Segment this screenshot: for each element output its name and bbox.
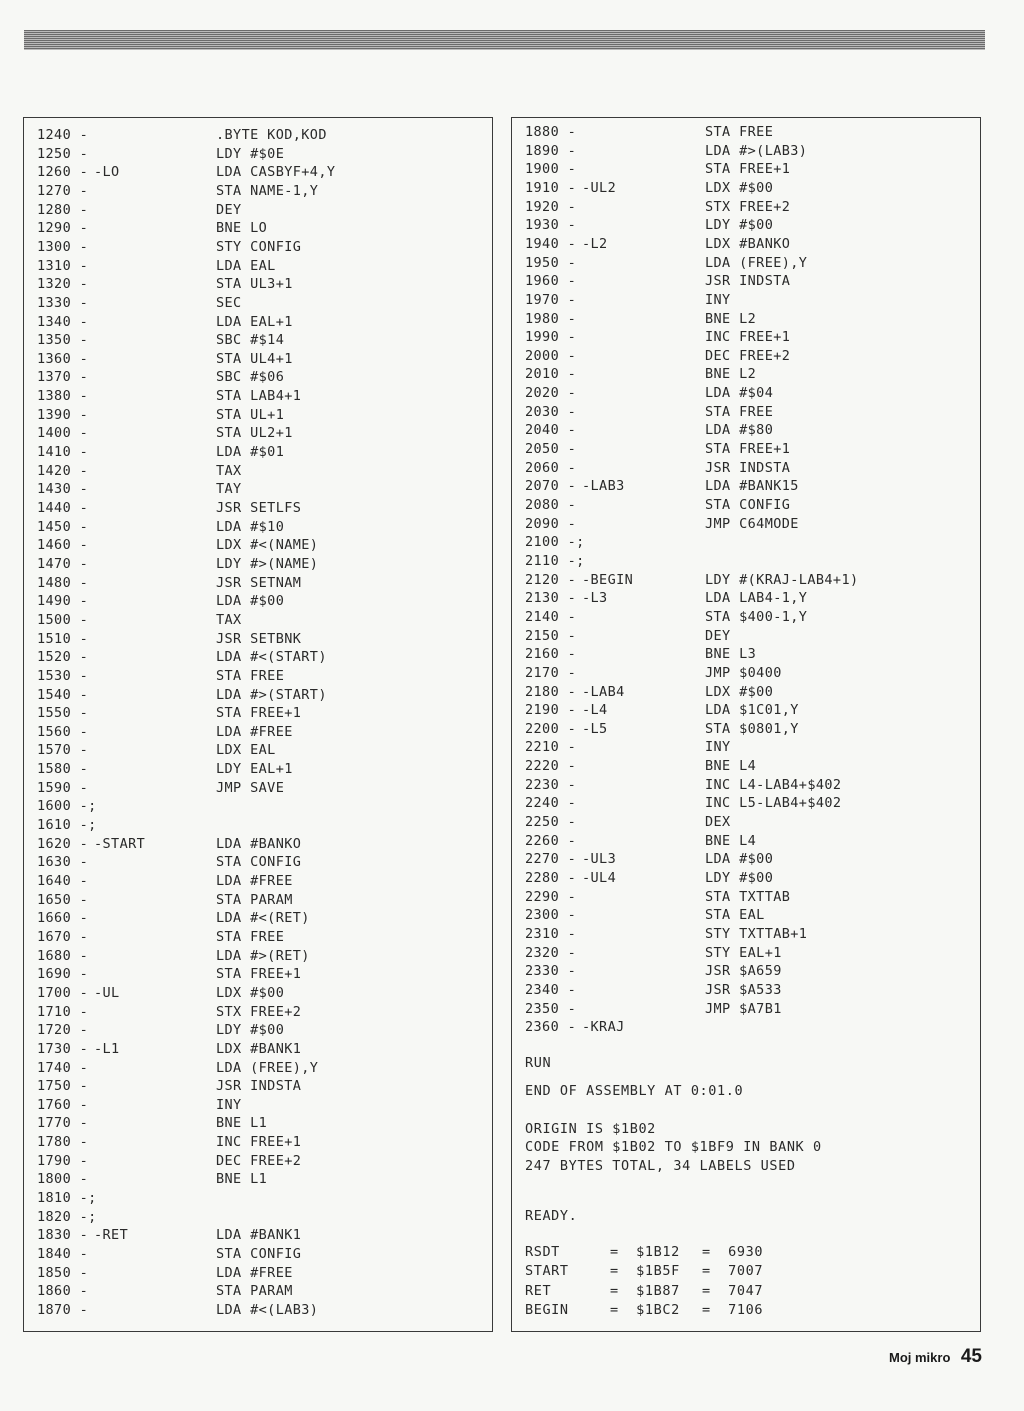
line-instruction: STA $0801,Y bbox=[705, 720, 799, 737]
symbol-hex: = $1B5F bbox=[610, 1263, 680, 1280]
line-number: 2160 - bbox=[525, 646, 577, 663]
line-instruction: STA UL3+1 bbox=[216, 276, 293, 293]
line-number: 2000 - bbox=[525, 347, 577, 364]
listing-left-column bbox=[23, 117, 493, 1332]
line-number: 1250 - bbox=[37, 145, 89, 162]
line-number: 1900 - bbox=[525, 161, 577, 178]
symbol-name: RET bbox=[525, 1282, 552, 1299]
line-number: 2130 - bbox=[525, 590, 577, 607]
line-label: -RET bbox=[94, 1227, 129, 1244]
line-number: 2120 - bbox=[525, 571, 577, 588]
line-number: 1520 - bbox=[37, 649, 89, 666]
symbol-decimal: = 6930 bbox=[702, 1244, 764, 1260]
line-number: 2230 - bbox=[525, 776, 577, 793]
line-number: 2250 - bbox=[525, 814, 577, 831]
line-instruction: JSR $A533 bbox=[705, 981, 782, 998]
symbol-name: RSDT bbox=[525, 1244, 560, 1260]
line-instruction: LDX #$00 bbox=[216, 984, 285, 1001]
line-instruction: JSR SETBNK bbox=[216, 630, 302, 647]
line-number: 1930 - bbox=[525, 217, 577, 234]
line-number: 1750 - bbox=[37, 1078, 89, 1095]
symbol-decimal: = 7047 bbox=[702, 1282, 764, 1299]
line-number: 1310 - bbox=[37, 257, 89, 274]
line-number: 1410 - bbox=[37, 444, 89, 461]
line-instruction: BNE L1 bbox=[216, 1115, 268, 1132]
line-instruction: BNE L2 bbox=[705, 366, 757, 383]
line-number: 1240 - bbox=[37, 127, 89, 143]
line-number: 1460 - bbox=[37, 537, 89, 554]
output-totals: 247 BYTES TOTAL, 34 LABELS USED bbox=[525, 1158, 796, 1174]
line-label: -L2 bbox=[582, 235, 608, 252]
line-instruction: SBC #$14 bbox=[216, 332, 285, 349]
line-label: -LO bbox=[94, 164, 120, 181]
line-number: 2150 - bbox=[525, 627, 577, 644]
line-number: 2200 - bbox=[525, 720, 577, 737]
line-label: -BEGIN bbox=[582, 571, 634, 588]
line-instruction: STA FREE+1 bbox=[705, 161, 791, 178]
line-number: 1740 - bbox=[37, 1059, 89, 1076]
line-number: 1980 - bbox=[525, 310, 577, 327]
line-number: 1680 - bbox=[37, 947, 89, 964]
symbol-hex: = $1BC2 bbox=[610, 1301, 680, 1318]
line-instruction: BNE L3 bbox=[705, 646, 757, 663]
line-instruction: LDA $1C01,Y bbox=[705, 702, 799, 719]
line-instruction: LDY #(KRAJ-LAB4+1) bbox=[705, 571, 859, 588]
line-number: 1860 - bbox=[37, 1283, 89, 1300]
line-number: 1810 -; bbox=[37, 1190, 97, 1207]
line-label: -START bbox=[94, 835, 146, 852]
line-instruction: INC L5-LAB4+$402 bbox=[705, 795, 842, 812]
line-number: 1390 - bbox=[37, 406, 89, 423]
line-label: -LAB3 bbox=[582, 478, 625, 495]
symbol-hex: = $1B87 bbox=[610, 1282, 680, 1299]
line-number: 2030 - bbox=[525, 403, 577, 420]
line-instruction: JMP $0400 bbox=[705, 664, 782, 681]
line-instruction: INC FREE+1 bbox=[705, 329, 791, 346]
line-instruction: JSR INDSTA bbox=[216, 1078, 302, 1095]
line-instruction: JSR SETNAM bbox=[216, 574, 302, 591]
line-number: 2310 - bbox=[525, 925, 577, 942]
line-instruction: STY EAL+1 bbox=[705, 944, 782, 961]
line-instruction: STA LAB4+1 bbox=[216, 388, 302, 405]
line-instruction: SBC #$06 bbox=[216, 369, 285, 386]
line-number: 1880 - bbox=[525, 124, 577, 140]
line-instruction: INY bbox=[216, 1096, 242, 1113]
line-instruction: STA $400-1,Y bbox=[705, 608, 808, 625]
line-instruction: JSR INDSTA bbox=[705, 459, 791, 476]
line-number: 2210 - bbox=[525, 739, 577, 756]
line-instruction: LDY EAL+1 bbox=[216, 761, 293, 778]
line-number: 2240 - bbox=[525, 795, 577, 812]
output-run: RUN bbox=[525, 1055, 552, 1071]
line-number: 1950 - bbox=[525, 254, 577, 271]
line-number: 1730 - bbox=[37, 1040, 89, 1057]
line-instruction: LDA #BANK15 bbox=[705, 478, 799, 495]
line-number: 1330 - bbox=[37, 294, 89, 311]
line-number: 2170 - bbox=[525, 664, 577, 681]
line-number: 2360 - bbox=[525, 1019, 577, 1036]
page-footer bbox=[889, 1344, 982, 1370]
line-number: 1350 - bbox=[37, 332, 89, 349]
line-number: 1570 - bbox=[37, 742, 89, 759]
line-instruction: LDA #$04 bbox=[705, 385, 774, 402]
line-instruction: STY CONFIG bbox=[216, 238, 302, 255]
line-instruction: LDA EAL+1 bbox=[216, 313, 293, 330]
line-instruction: STA TXTTAB bbox=[705, 888, 791, 905]
line-instruction: STA PARAM bbox=[216, 1283, 293, 1300]
line-instruction: INC L4-LAB4+$402 bbox=[705, 776, 842, 793]
line-number: 2070 - bbox=[525, 478, 577, 495]
line-number: 1610 -; bbox=[37, 817, 97, 834]
line-number: 1490 - bbox=[37, 593, 89, 610]
line-instruction: DEY bbox=[705, 627, 731, 644]
line-number: 1280 - bbox=[37, 201, 89, 218]
line-instruction: LDA #BANK1 bbox=[216, 1227, 302, 1244]
listing-right-column bbox=[511, 117, 981, 1332]
line-label: -UL2 bbox=[582, 179, 617, 196]
line-number: 2140 - bbox=[525, 608, 577, 625]
line-instruction: LDY #$00 bbox=[705, 870, 774, 886]
line-number: 1360 - bbox=[37, 350, 89, 367]
line-number: 1470 - bbox=[37, 555, 89, 572]
line-instruction: STA PARAM bbox=[216, 891, 293, 908]
line-number: 1710 - bbox=[37, 1003, 89, 1020]
line-number: 1650 - bbox=[37, 891, 89, 908]
line-label: -KRAJ bbox=[582, 1019, 625, 1036]
line-number: 2300 - bbox=[525, 907, 577, 924]
line-number: 2270 - bbox=[525, 851, 577, 868]
line-instruction: LDY #>(NAME) bbox=[216, 555, 319, 572]
line-number: 1920 - bbox=[525, 198, 577, 215]
line-instruction: LDA #BANKO bbox=[216, 835, 302, 852]
line-number: 2080 - bbox=[525, 497, 577, 513]
line-number: 1260 - bbox=[37, 164, 89, 181]
line-number: 1510 - bbox=[37, 630, 89, 647]
line-number: 1770 - bbox=[37, 1115, 89, 1132]
line-instruction: LDA #>(LAB3) bbox=[705, 142, 808, 159]
line-number: 1580 - bbox=[37, 761, 89, 778]
line-instruction: LDA #<(RET) bbox=[216, 910, 310, 927]
line-instruction: LDX #$00 bbox=[705, 683, 774, 700]
line-number: 2280 - bbox=[525, 870, 577, 886]
line-instruction: LDA #<(LAB3) bbox=[216, 1301, 319, 1318]
line-instruction: STA FREE bbox=[216, 928, 285, 945]
line-number: 1300 - bbox=[37, 238, 89, 255]
line-number: 1480 - bbox=[37, 574, 89, 591]
line-number: 1320 - bbox=[37, 276, 89, 293]
symbol-name: BEGIN bbox=[525, 1301, 569, 1318]
line-instruction: LDY #$0E bbox=[216, 145, 285, 162]
line-number: 1290 - bbox=[37, 220, 89, 237]
line-number: 1630 - bbox=[37, 854, 89, 871]
line-number: 1340 - bbox=[37, 313, 89, 330]
output-end-of-assembly: END OF ASSEMBLY AT 0:01.0 bbox=[525, 1083, 744, 1099]
line-instruction: INY bbox=[705, 291, 731, 308]
line-number: 2090 - bbox=[525, 515, 577, 532]
line-number: 2040 - bbox=[525, 422, 577, 439]
line-instruction: STY TXTTAB+1 bbox=[705, 925, 808, 942]
line-number: 2190 - bbox=[525, 702, 577, 719]
line-instruction: STA UL+1 bbox=[216, 406, 285, 423]
line-instruction: LDA #$00 bbox=[705, 851, 774, 868]
line-instruction: STA NAME-1,Y bbox=[216, 182, 319, 199]
line-number: 2340 - bbox=[525, 981, 577, 998]
line-number: 2010 - bbox=[525, 366, 577, 383]
line-instruction: LDY #$00 bbox=[216, 1022, 285, 1039]
line-instruction: BNE L4 bbox=[705, 758, 757, 775]
line-number: 2180 - bbox=[525, 683, 577, 700]
line-number: 2330 - bbox=[525, 963, 577, 980]
line-label: -UL4 bbox=[582, 870, 617, 886]
line-instruction: JSR INDSTA bbox=[705, 273, 791, 290]
line-number: 1960 - bbox=[525, 273, 577, 290]
line-instruction: JSR SETLFS bbox=[216, 500, 302, 516]
header-rule bbox=[24, 30, 985, 50]
line-instruction: TAX bbox=[216, 611, 242, 628]
line-number: 2020 - bbox=[525, 385, 577, 402]
line-instruction: DEX bbox=[705, 814, 731, 831]
line-number: 1450 - bbox=[37, 518, 89, 535]
line-instruction: DEY bbox=[216, 201, 242, 218]
line-number: 1370 - bbox=[37, 369, 89, 386]
line-number: 2290 - bbox=[525, 888, 577, 905]
line-instruction: LDA EAL bbox=[216, 257, 276, 274]
line-instruction: LDX #$00 bbox=[705, 179, 774, 196]
line-number: 1640 - bbox=[37, 873, 89, 889]
line-number: 1380 - bbox=[37, 388, 89, 405]
line-instruction: LDA CASBYF+4,Y bbox=[216, 164, 336, 181]
line-instruction: STA FREE bbox=[705, 124, 774, 140]
line-number: 2060 - bbox=[525, 459, 577, 476]
line-number: 1840 - bbox=[37, 1246, 89, 1262]
line-instruction: LDY #$00 bbox=[705, 217, 774, 234]
line-number: 1780 - bbox=[37, 1134, 89, 1151]
output-code-range: CODE FROM $1B02 TO $1BF9 IN BANK 0 bbox=[525, 1139, 822, 1155]
line-number: 1590 - bbox=[37, 779, 89, 796]
line-instruction: DEC FREE+2 bbox=[216, 1152, 302, 1169]
line-number: 2320 - bbox=[525, 944, 577, 961]
line-number: 1400 - bbox=[37, 425, 89, 442]
page-number: 45 bbox=[960, 1346, 982, 1367]
line-instruction: BNE L4 bbox=[705, 832, 757, 849]
line-instruction: LDA #>(RET) bbox=[216, 947, 310, 964]
line-instruction: DEC FREE+2 bbox=[705, 347, 791, 364]
line-instruction: LDA #FREE bbox=[216, 723, 293, 740]
line-instruction: STA CONFIG bbox=[216, 1246, 302, 1262]
line-number: 1990 - bbox=[525, 329, 577, 346]
line-number: 1270 - bbox=[37, 182, 89, 199]
line-number: 2050 - bbox=[525, 441, 577, 458]
line-instruction: LDA #>(START) bbox=[216, 686, 327, 703]
line-instruction: LDA #$00 bbox=[216, 593, 285, 610]
line-instruction: STA UL2+1 bbox=[216, 425, 293, 442]
line-instruction: LDA #<(START) bbox=[216, 649, 327, 666]
line-label: -LAB4 bbox=[582, 683, 625, 700]
line-instruction: .BYTE KOD,KOD bbox=[216, 127, 327, 143]
line-number: 2100 -; bbox=[525, 534, 585, 551]
line-instruction: STA CONFIG bbox=[216, 854, 302, 871]
symbol-name: START bbox=[525, 1263, 569, 1280]
line-instruction: STA CONFIG bbox=[705, 497, 791, 513]
line-number: 2220 - bbox=[525, 758, 577, 775]
line-instruction: LDA (FREE),Y bbox=[216, 1059, 319, 1076]
line-instruction: LDA #$10 bbox=[216, 518, 285, 535]
line-label: -L1 bbox=[94, 1040, 120, 1057]
line-instruction: STA FREE+1 bbox=[216, 966, 302, 983]
line-instruction: TAY bbox=[216, 481, 242, 498]
line-instruction: JMP C64MODE bbox=[705, 515, 799, 532]
line-number: 1870 - bbox=[37, 1301, 89, 1318]
line-label: -L3 bbox=[582, 590, 608, 607]
line-instruction: LDA #$01 bbox=[216, 444, 285, 461]
line-number: 1970 - bbox=[525, 291, 577, 308]
symbol-decimal: = 7007 bbox=[702, 1263, 764, 1280]
line-instruction: JSR $A659 bbox=[705, 963, 782, 980]
output-ready: READY. bbox=[525, 1208, 578, 1224]
line-instruction: BNE LO bbox=[216, 220, 268, 237]
line-number: 1530 - bbox=[37, 667, 89, 684]
line-instruction: LDX #<(NAME) bbox=[216, 537, 319, 554]
line-number: 1700 - bbox=[37, 984, 89, 1001]
line-instruction: BNE L1 bbox=[216, 1171, 268, 1188]
line-instruction: LDA #FREE bbox=[216, 1264, 293, 1281]
line-instruction: STA FREE bbox=[216, 667, 285, 684]
line-number: 1620 - bbox=[37, 835, 89, 852]
line-instruction: LDX EAL bbox=[216, 742, 276, 759]
line-instruction: STA FREE+1 bbox=[216, 705, 302, 722]
line-number: 1600 -; bbox=[37, 798, 97, 815]
line-instruction: LDA #$80 bbox=[705, 422, 774, 439]
line-number: 1560 - bbox=[37, 723, 89, 740]
line-number: 1550 - bbox=[37, 705, 89, 722]
line-instruction: INC FREE+1 bbox=[216, 1134, 302, 1151]
line-instruction: STX FREE+2 bbox=[216, 1003, 302, 1020]
line-number: 1820 -; bbox=[37, 1208, 97, 1225]
symbol-decimal: = 7106 bbox=[702, 1301, 764, 1318]
line-instruction: BNE L2 bbox=[705, 310, 757, 327]
line-label: -L4 bbox=[582, 702, 608, 719]
line-number: 1940 - bbox=[525, 235, 577, 252]
line-number: 1670 - bbox=[37, 928, 89, 945]
line-number: 1690 - bbox=[37, 966, 89, 983]
line-number: 2110 -; bbox=[525, 552, 585, 569]
line-number: 2350 - bbox=[525, 1000, 577, 1017]
line-number: 1540 - bbox=[37, 686, 89, 703]
line-number: 1420 - bbox=[37, 462, 89, 479]
line-instruction: STA FREE+1 bbox=[705, 441, 791, 458]
line-instruction: STX FREE+2 bbox=[705, 198, 791, 215]
line-number: 1910 - bbox=[525, 179, 577, 196]
line-number: 2260 - bbox=[525, 832, 577, 849]
line-number: 1800 - bbox=[37, 1171, 89, 1188]
line-instruction: LDX #BANKO bbox=[705, 235, 791, 252]
line-number: 1890 - bbox=[525, 142, 577, 159]
line-instruction: JMP SAVE bbox=[216, 779, 285, 796]
line-number: 1720 - bbox=[37, 1022, 89, 1039]
magazine-name: Moj mikro bbox=[889, 1350, 951, 1365]
line-label: -UL3 bbox=[582, 851, 617, 868]
symbol-hex: = $1B12 bbox=[610, 1244, 680, 1260]
line-instruction: STA UL4+1 bbox=[216, 350, 293, 367]
line-number: 1830 - bbox=[37, 1227, 89, 1244]
line-instruction: JMP $A7B1 bbox=[705, 1000, 782, 1017]
line-instruction: SEC bbox=[216, 294, 242, 311]
line-number: 1660 - bbox=[37, 910, 89, 927]
line-number: 1500 - bbox=[37, 611, 89, 628]
output-origin: ORIGIN IS $1B02 bbox=[525, 1121, 656, 1137]
line-instruction: INY bbox=[705, 739, 731, 756]
line-instruction: LDA (FREE),Y bbox=[705, 254, 808, 271]
line-instruction: STA EAL bbox=[705, 907, 765, 924]
line-number: 1790 - bbox=[37, 1152, 89, 1169]
line-instruction: TAX bbox=[216, 462, 242, 479]
line-label: -UL bbox=[94, 984, 120, 1001]
line-instruction: STA FREE bbox=[705, 403, 774, 420]
line-label: -L5 bbox=[582, 720, 608, 737]
line-number: 1440 - bbox=[37, 500, 89, 516]
line-number: 1760 - bbox=[37, 1096, 89, 1113]
line-instruction: LDA LAB4-1,Y bbox=[705, 590, 808, 607]
line-instruction: LDA #FREE bbox=[216, 873, 293, 889]
line-number: 1430 - bbox=[37, 481, 89, 498]
line-number: 1850 - bbox=[37, 1264, 89, 1281]
line-instruction: LDX #BANK1 bbox=[216, 1040, 302, 1057]
